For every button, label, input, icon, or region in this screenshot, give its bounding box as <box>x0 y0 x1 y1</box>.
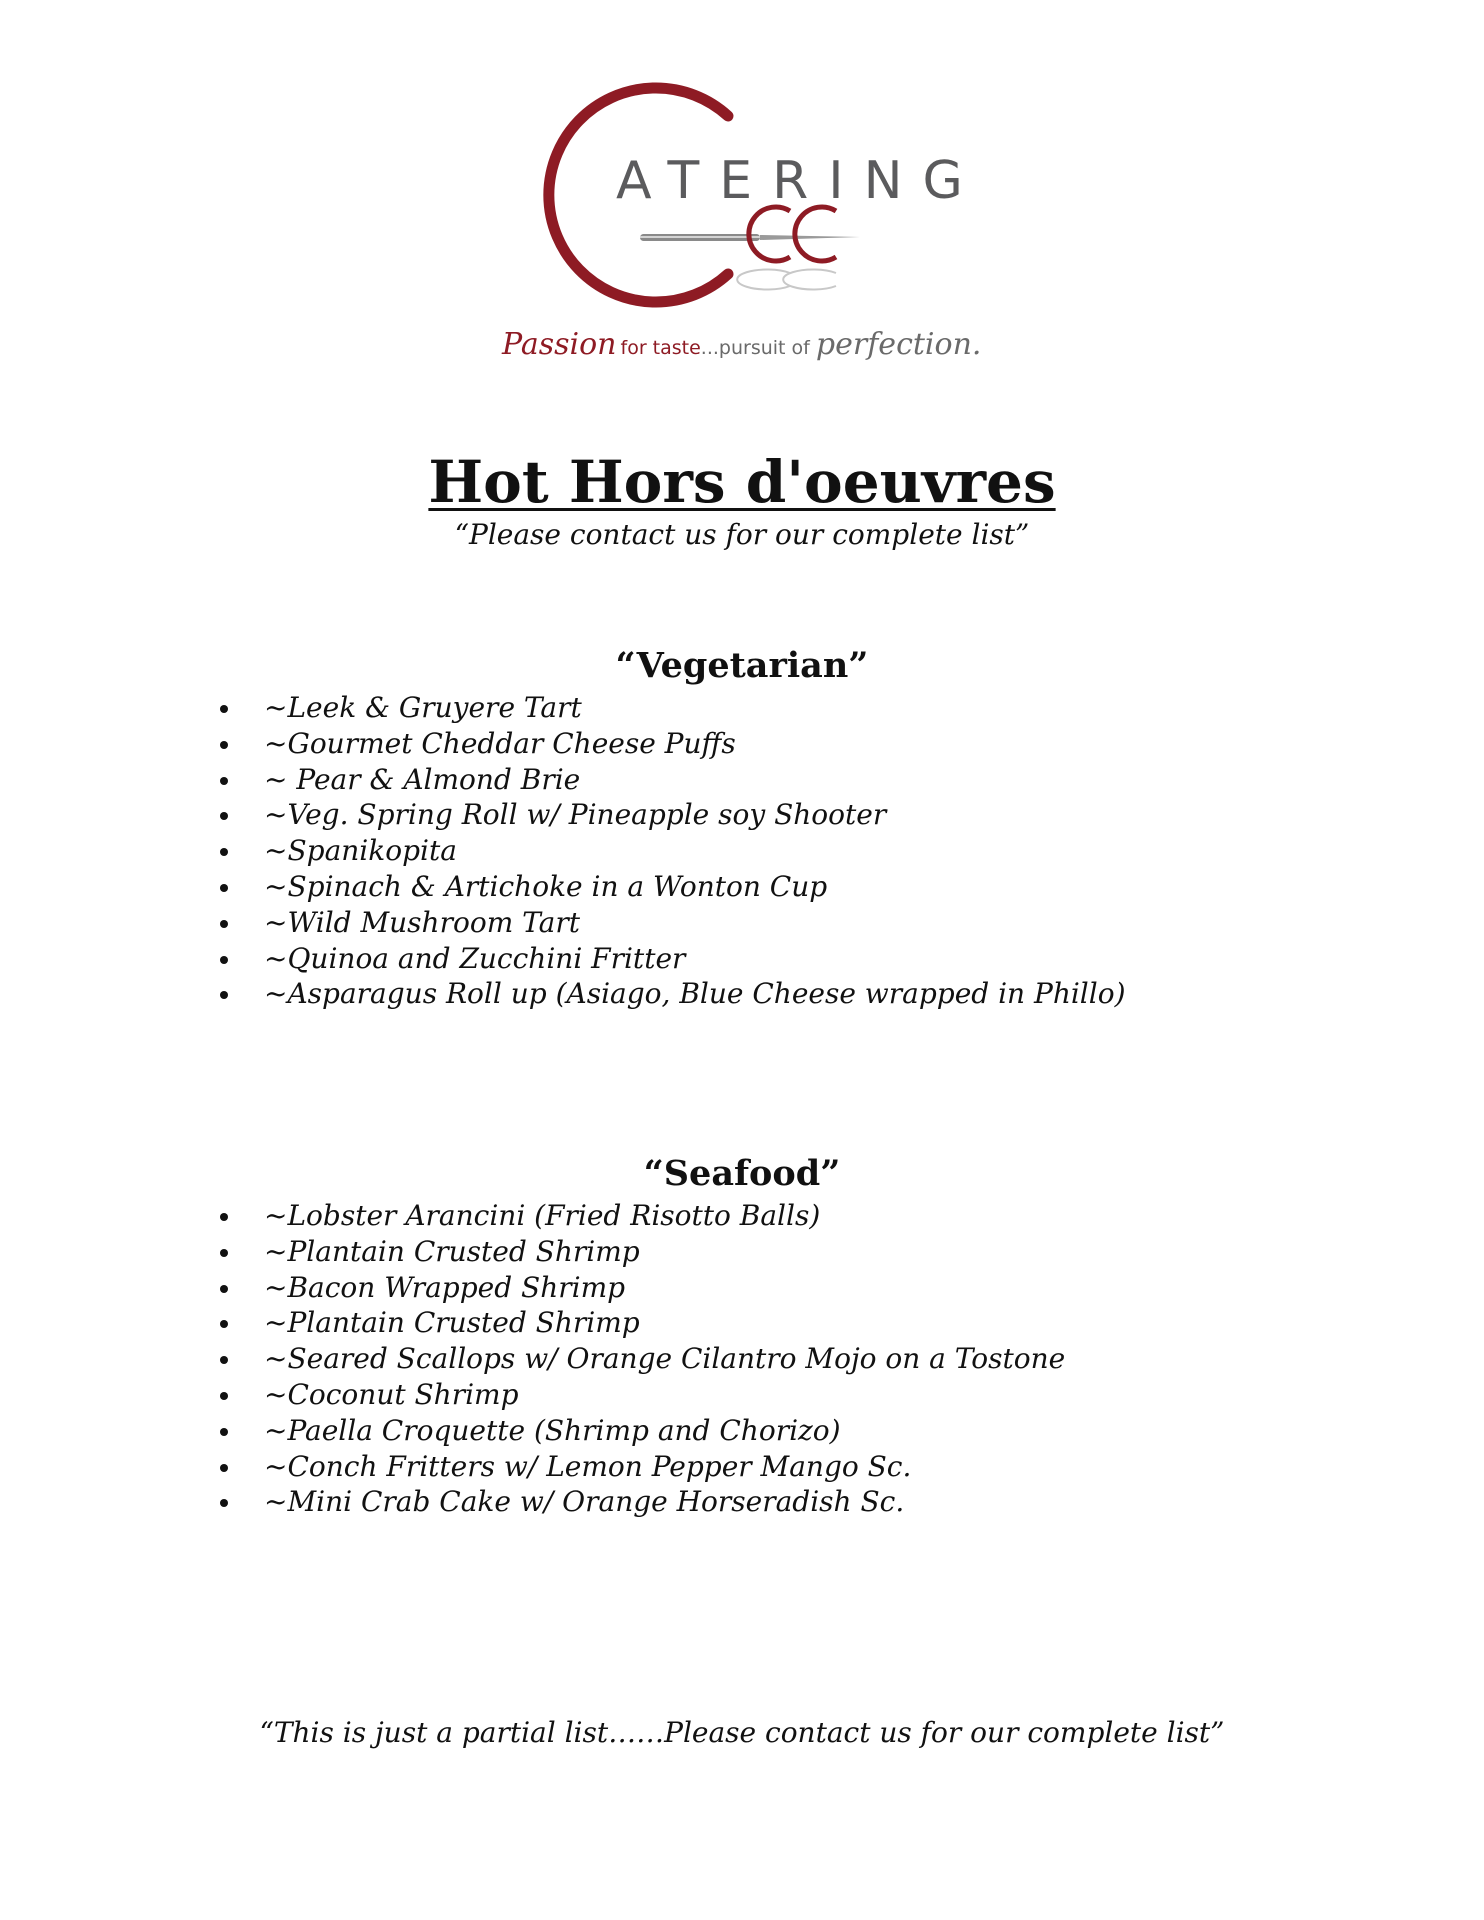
page-subtitle: “Please contact us for our complete list” <box>454 518 1030 551</box>
list-item: ~Plantain Crusted Shrimp <box>220 1305 1065 1341</box>
catering-logo-graphic <box>490 78 1010 398</box>
logo-tagline: Passion for taste...pursuit of perfection. <box>502 327 982 362</box>
list-item: ~Leek & Gruyere Tart <box>220 690 1126 726</box>
list-item: ~Plantain Crusted Shrimp <box>220 1234 1065 1270</box>
list-item: ~Asparagus Roll up (Asiago, Blue Cheese wrapped in Phillo) <box>220 976 1126 1012</box>
section-heading-seafood: “Seafood” <box>643 1153 841 1194</box>
footer-note: “This is just a partial list……Please contact us for our complete list” <box>259 1716 1225 1749</box>
list-item: ~Spanikopita <box>220 833 1126 869</box>
monogram-cc-icon <box>749 207 836 261</box>
page-title <box>0 448 1484 516</box>
list-item: ~Lobster Arancini (Fried Risotto Balls) <box>220 1198 1065 1234</box>
seafood-list <box>220 1198 1065 1520</box>
logo-word: ATERING <box>616 151 983 211</box>
list-item: ~Conch Fritters w/ Lemon Pepper Mango Sc. <box>220 1449 1065 1485</box>
monogram-reflection-icon <box>737 270 836 290</box>
list-item: ~Quinoa and Zucchini Fritter <box>220 941 1126 977</box>
list-item: ~Mini Crab Cake w/ Orange Horseradish Sc. <box>220 1484 1065 1520</box>
vegetarian-list <box>220 690 1126 1012</box>
list-item: ~Spinach & Artichoke in a Wonton Cup <box>220 869 1126 905</box>
list-item: ~Wild Mushroom Tart <box>220 905 1126 941</box>
section-heading-vegetarian: “Vegetarian” <box>615 645 869 686</box>
list-item: ~Gourmet Cheddar Cheese Puffs <box>220 726 1126 762</box>
page-title-text: Hot Hors d'oeuvres <box>428 448 1056 516</box>
list-item: ~Seared Scallops w/ Orange Cilantro Mojo on a Tostone <box>220 1341 1065 1377</box>
list-item: ~Bacon Wrapped Shrimp <box>220 1270 1065 1306</box>
list-item: ~Veg. Spring Roll w/ Pineapple soy Shooter <box>220 797 1126 833</box>
catering-logo <box>490 78 1010 398</box>
list-item: ~ Pear & Almond Brie <box>220 762 1126 798</box>
list-item: ~Paella Croquette (Shrimp and Chorizo) <box>220 1413 1065 1449</box>
list-item: ~Coconut Shrimp <box>220 1377 1065 1413</box>
